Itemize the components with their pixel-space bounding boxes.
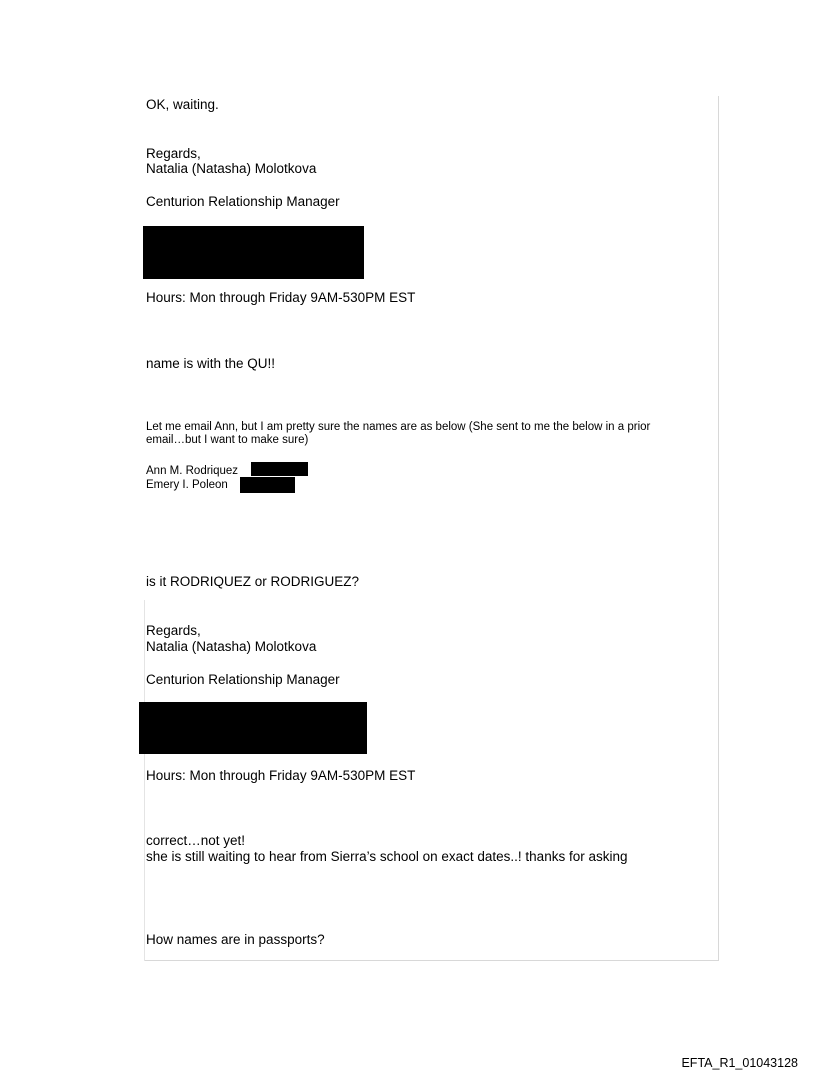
message-spelling-question: is it RODRIQUEZ or RODRIGUEZ? [146, 574, 360, 589]
redaction-block [139, 702, 367, 754]
message-waiting-school: she is still waiting to hear from Sierra’s school on exact dates..! thanks for asking [146, 849, 628, 864]
signature-title: Centurion Relationship Manager [146, 672, 340, 687]
email-thread-left-border [144, 600, 145, 961]
signature-hours: Hours: Mon through Friday 9AM-530PM EST [146, 768, 416, 783]
message-correct-not-yet: correct…not yet! [146, 833, 246, 848]
signature-regards: Regards, [146, 146, 201, 161]
signature-name: Natalia (Natasha) Molotkova [146, 639, 317, 654]
signature-hours: Hours: Mon through Friday 9AM-530PM EST [146, 290, 416, 305]
redaction-block [251, 462, 308, 476]
message-let-me-email-line1: Let me email Ann, but I am pretty sure the names are as below (She sent to me the below in a prior [146, 421, 651, 433]
signature-name: Natalia (Natasha) Molotkova [146, 161, 317, 176]
passport-name-1: Ann M. Rodriquez [146, 465, 239, 477]
document-id: EFTA_R1_01043128 [681, 1056, 798, 1070]
message-ok-waiting: OK, waiting. [146, 97, 219, 112]
passport-name-2: Emery I. Poleon [146, 479, 228, 491]
signature-regards: Regards, [146, 623, 201, 638]
message-passport-names: How names are in passports? [146, 932, 325, 947]
message-let-me-email-line2: email…but I want to make sure) [146, 434, 309, 446]
redaction-block [143, 226, 364, 279]
redaction-block [240, 477, 295, 493]
signature-title: Centurion Relationship Manager [146, 194, 340, 209]
message-name-with-qu: name is with the QU!! [146, 356, 276, 371]
